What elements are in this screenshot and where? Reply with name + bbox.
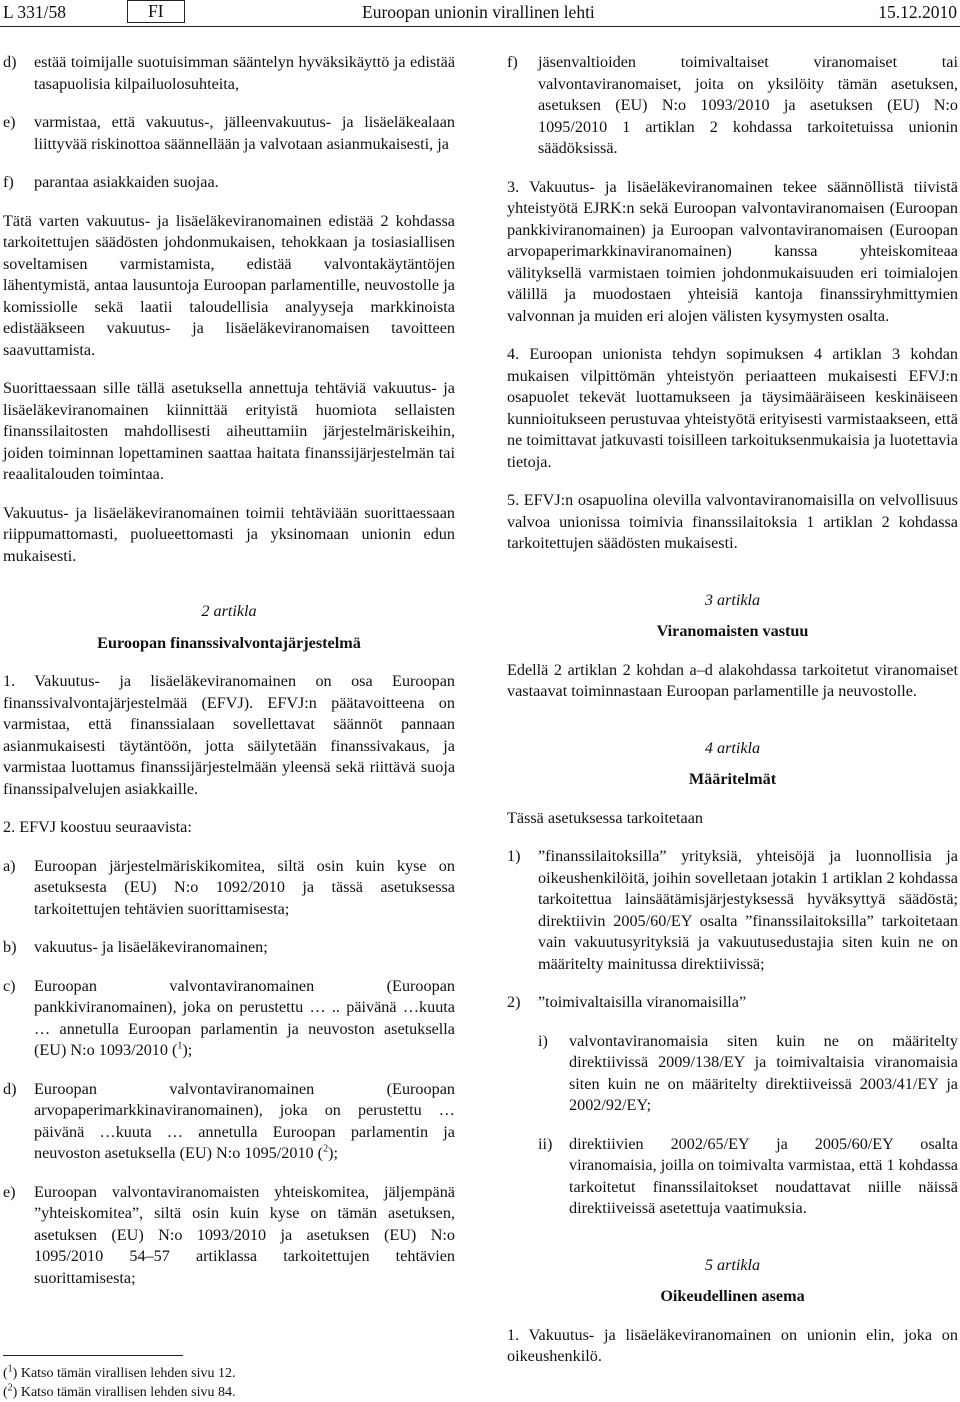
journal-title: Euroopan unionin virallinen lehti [362, 2, 595, 22]
article-number: 3 artikla [704, 590, 761, 609]
item-text [34, 976, 455, 1062]
list-item [538, 1031, 958, 1117]
page-header [0, 0, 960, 27]
item-text: jäsenvaltioiden toimivaltaiset viranomaiset tai valvontaviranomaiset, joita on yksilöity tämän asetuksen, asetuksen (EU) N:o 1093/2010 ja asetuksen (EU) N:o 1095/2010 1 artiklan 2 kohdassa tarkoitetuissa unionin säädöksissä. [538, 53, 958, 157]
article-title: Määritelmät [688, 770, 777, 788]
item-label: c) [3, 976, 16, 995]
item-text-end: ); [182, 1041, 193, 1059]
item-label: i) [538, 1031, 548, 1050]
paragraph: 4. Euroopan unionista tehdyn sopimuksen 4 artiklan 3 kohdan mukaisen vilpittömän yhteistyön periaatteen mukaisesti EFVJ:n osapuolet tekevät luottamukseen ja täysimääräiseen keskinäiseen kunnioitukseen perustuvaa yhteistyötä erityisesti varmistaakseen, että ne toimittavat jatkuvasti toisilleen tarkoituksenmukaisia ja luotettavia tietoja. [507, 345, 958, 471]
article-title: Euroopan finanssivalvontajärjestelmä [97, 633, 361, 652]
item-label: f) [3, 173, 14, 191]
item-label: e) [3, 1182, 16, 1201]
paragraph: Suorittaessaan sille tällä asetuksella annettuja tehtäviä vakuutus- ja lisäeläkeviranomainen kiinnittää erityistä huomiota sellaisten finanssilaitosten mahdollisesti aiheuttamiin järjestelmäriskeihin, joiden toiminnan lopettaminen saattaa haitata finanssijärjestelmän tai reaalitalouden toimintaa. [3, 379, 455, 483]
left-column [3, 52, 455, 1289]
footnote [3, 1364, 455, 1383]
paragraph: 5. EFVJ:n osapuolina olevilla valvontaviranomaisilla on velvollisuus valvoa unionissa toimivia finanssilaitoksia 1 artiklan 2 kohdassa tarkoitettujen säädösten mukaisesti. [507, 491, 958, 552]
list-item [3, 1182, 455, 1290]
list-item [3, 112, 455, 155]
article-number: 5 artikla [704, 1255, 761, 1274]
item-text: parantaa asiakkaiden suojaa. [34, 173, 219, 191]
list-item [3, 937, 455, 959]
list-item [538, 1134, 958, 1220]
footnote-ref[interactable]: 2 [323, 1143, 329, 1155]
item-text: estää toimijalle suotuisimman sääntelyn hyväksikäyttö ja edistää tasapuolisia kilpailuolosuhteita, [34, 53, 455, 93]
footnote-paren: ( [3, 1366, 8, 1381]
footnote [3, 1383, 455, 1402]
item-label: 1) [507, 847, 521, 865]
list-item [3, 856, 455, 921]
page-reference: L 331/58 [3, 2, 67, 22]
item-text: varmistaa, että vakuutus-, jälleenvakuutus- ja lisäeläkealaan liittyvää riskinottoa säännellään ja valvotaan asianmukaisesti, ja [34, 113, 455, 153]
item-text-end: ); [328, 1144, 338, 1162]
list-item [3, 52, 455, 95]
item-text: ”toimivaltaisilla viranomaisilla” [538, 993, 747, 1011]
paragraph: Tätä varten vakuutus- ja lisäeläkeviranomainen edistää 2 kohdassa tarkoitettujen säädösten johdonmukaisen, tehokkaan ja tosiasiallisen soveltamisen varmistamista, edistää valvontakäytäntöjen lähentymistä, antaa lausuntoja Euroopan parlamentille, neuvostolle ja komissiolle sekä laatii taloudellisia analyyseja markkinoista edistääkseen vakuutus- ja lisäeläkeviranomaisen tavoitteen saavuttamista. [3, 211, 455, 359]
article-number: 4 artikla [704, 738, 761, 757]
item-text [34, 1079, 455, 1165]
right-column [507, 52, 958, 1368]
item-text: valvontaviranomaisia siten kuin ne on määritelty direktiivissä 2009/138/EY ja toimivaltaisia viranomaisia siten kuin ne on määritelty direktiiveissä 2003/41/EY ja 2002/92/EY; [569, 1031, 958, 1114]
paragraph: Vakuutus- ja lisäeläkeviranomainen toimii tehtäviään suorittaessaan riippumattomasti, puolueettomasti ja yksinomaan unionin edun mukaisesti. [3, 503, 455, 565]
footnote-text: ) Katso tämän virallisen lehden sivu 12. [12, 1366, 236, 1381]
paragraph: 1. Vakuutus- ja lisäeläkeviranomainen on unionin elin, joka on oikeushenkilö. [507, 1325, 958, 1365]
article-title: Viranomaisten vastuu [656, 622, 809, 640]
list-item [3, 976, 455, 1062]
paragraph: 1. Vakuutus- ja lisäeläkeviranomainen on osa Euroopan finanssivalvontajärjestelmää (EFVJ). EFVJ:n päätavoitteena on varmistaa, että finanssialaan sovellettavat säännöt pannaan asianmukaisesti täytäntöön, jotta säilytetään finanssivakaus, ja varmistaa luottamus finanssijärjestelmään yleensä sekä riittävä suoja finanssipalvelujen asiakkaille. [3, 672, 455, 798]
item-text: vakuutus- ja lisäeläkeviranomainen; [34, 938, 268, 956]
paragraph: 2. EFVJ koostuu seuraavista: [3, 818, 192, 836]
paragraph: Edellä 2 artiklan 2 kohdan a–d alakohdassa tarkoitetut viranomaiset vastaavat toiminnastaan Euroopan parlamentille ja neuvostolle. [507, 660, 958, 700]
list-item [507, 52, 958, 160]
item-text-main: Euroopan valvontaviranomainen (Euroopan arvopaperimarkkinaviranomainen), joka on perustettu … päivänä …kuuta … annetulla Euroopan parlamentin ja neuvoston asetuksella (EU) N:o 1095/2010 ( [34, 1079, 455, 1162]
item-text: direktiivien 2002/65/EY ja 2005/60/EY osalta viranomaisia, joilla on toimivalta varmistaa, että 1 kohdassa tarkoitetut finanssilaitokset noudattavat niille näissä direktiiveissä asetettuja vaatimuksia. [569, 1134, 958, 1217]
footnote-number: 1 [7, 1363, 13, 1375]
item-label: 2) [507, 993, 521, 1011]
footnote-text: ) Katso tämän virallisen lehden sivu 84. [12, 1385, 236, 1400]
item-text: ”finanssilaitoksilla” yrityksiä, yhteisöjä ja luonnollisia ja oikeushenkilöitä, joihin sovelletaan jotakin 1 artiklan 2 kohdassa tarkoitettua lainsäätämisjärjestyksessä hyväksyttyä säädöstä; direktiivin 2005/60/EY osalta ”finanssilaitoksilla” tarkoitetaan vain vakuutusyrityksiä ja vakuutusedustajia siten kuin ne on määritelty mainitussa direktiivissä; [538, 847, 958, 973]
item-text: Euroopan järjestelmäriskikomitea, siltä osin kuin kyse on asetuksesta (EU) N:o 1092/2010 ja tässä asetuksessa tarkoitettujen tehtävien suorittamisesta; [34, 856, 455, 918]
item-text-main: Euroopan valvontaviranomainen (Euroopan pankkiviranomainen), joka on perustettu … .. päivänä …kuuta … annetulla Euroopan parlamentin ja neuvoston asetuksella (EU) N:o 1093/2010 ( [34, 976, 455, 1059]
footnote-paren: ( [3, 1385, 8, 1400]
footnote-number: 2 [7, 1382, 13, 1394]
list-item [3, 1079, 455, 1165]
article-number: 2 artikla [201, 602, 257, 620]
item-text: Euroopan valvontaviranomaisten yhteiskomitea, jäljempänä ”yhteiskomitea”, siltä osin kuin kyse on tämän asetuksen, asetuksen (EU) N:o 1093/2010 ja asetuksen (EU) N:o 1095/2010 54–57 artiklassa tarkoitettujen tehtävien suorittamisesta; [34, 1182, 455, 1287]
item-label: f) [507, 53, 518, 71]
item-label: e) [3, 113, 16, 131]
paragraph: 3. Vakuutus- ja lisäeläkeviranomainen tekee säännöllistä tiivistä yhteistyötä EJRK:n sekä Euroopan valvontaviranomaisen (Euroopan pankkiviranomainen) ja Euroopan valvontaviranomaisen (Euroopan arvopaperimarkkinaviranomainen) kanssa yhteiskomiteaa välityksellä varmistaen toimien johdonmukaisuuden eri toimialojen välillä ja muodostaen yhteisiä kantoja finanssiryhmittymien valvonnan ja muiden eri alojen välisten kysymysten osalta. [507, 177, 958, 325]
item-label: d) [3, 53, 17, 71]
language-badge: FI [127, 0, 185, 23]
item-label: ii) [538, 1134, 553, 1153]
paragraph: Tässä asetuksessa tarkoitetaan [507, 808, 703, 827]
footnote-ref[interactable]: 1 [177, 1040, 183, 1052]
list-item [507, 992, 958, 1014]
item-label: b) [3, 938, 17, 956]
article-title: Oikeudellinen asema [660, 1287, 805, 1305]
item-label: d) [3, 1079, 17, 1098]
footnotes [3, 1364, 455, 1402]
footnote-divider [3, 1355, 183, 1356]
publication-date: 15.12.2010 [878, 2, 957, 22]
item-label: a) [3, 856, 16, 875]
list-item [507, 846, 958, 975]
list-item [3, 172, 455, 194]
